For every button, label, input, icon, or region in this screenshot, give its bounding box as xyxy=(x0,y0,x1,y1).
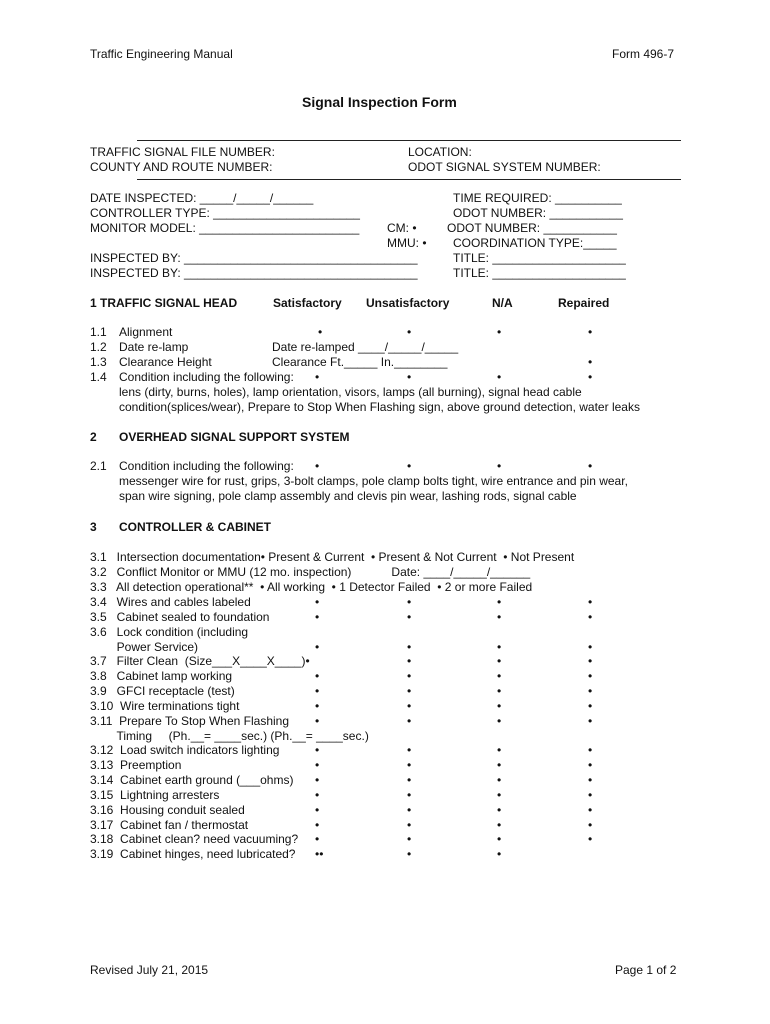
check-na[interactable]: • xyxy=(497,773,502,787)
check-na[interactable]: • xyxy=(497,654,502,668)
check-repaired[interactable]: • xyxy=(588,743,593,757)
row-3-11: 3.11 Prepare To Stop When Flashing xyxy=(90,714,290,728)
clearance-field[interactable]: Clearance Ft._____ In.________ xyxy=(272,355,448,369)
check-satisfactory[interactable]: • xyxy=(318,325,323,339)
check-satisfactory[interactable]: • xyxy=(315,699,320,713)
row-number: 1.3 xyxy=(90,355,107,369)
check-repaired[interactable]: • xyxy=(588,714,593,728)
check-na[interactable]: • xyxy=(497,595,502,609)
col-na: N/A xyxy=(492,296,513,310)
info-rule xyxy=(137,179,681,180)
check-repaired[interactable]: • xyxy=(588,325,593,339)
row-3-18: 3.18 Cabinet clean? need vacuuming? xyxy=(90,832,299,846)
check-repaired[interactable]: • xyxy=(588,818,593,832)
row-detail: condition(splices/wear), Prepare to Stop When Flashing sign, above ground detection, water leaks xyxy=(119,400,640,414)
check-satisfactory[interactable]: • xyxy=(315,684,320,698)
col-repaired: Repaired xyxy=(558,296,610,310)
row-label: Clearance Height xyxy=(119,355,212,369)
check-satisfactory-double[interactable]: •• xyxy=(315,847,324,861)
row-3-12: 3.12 Load switch indicators lighting xyxy=(90,743,280,757)
inspected-by-field-2[interactable]: INSPECTED BY: ___________________________________ xyxy=(90,266,418,280)
row-number: 1.4 xyxy=(90,370,107,384)
check-na[interactable]: • xyxy=(497,818,502,832)
top-rule xyxy=(137,140,681,141)
date-inspected-field[interactable]: DATE INSPECTED: _____/_____/______ xyxy=(90,191,314,205)
check-satisfactory[interactable]: • xyxy=(315,370,320,384)
title-field-1[interactable]: TITLE: ____________________ xyxy=(453,251,626,265)
manual-title: Traffic Engineering Manual xyxy=(90,47,233,61)
row-3-1[interactable]: 3.1 Intersection documentation• Present & Current • Present & Not Current • Not Present xyxy=(90,550,575,564)
check-satisfactory[interactable]: • xyxy=(315,773,320,787)
check-satisfactory[interactable]: • xyxy=(315,610,320,624)
row-3-14[interactable]: 3.14 Cabinet earth ground (___ohms) xyxy=(90,773,294,787)
check-na[interactable]: • xyxy=(497,758,502,772)
row-detail: lens (dirty, burns, holes), lamp orientation, visors, lamps (all burning), signal head cable xyxy=(119,385,582,399)
check-repaired[interactable]: • xyxy=(588,610,593,624)
controller-type-field[interactable]: CONTROLLER TYPE: ______________________ xyxy=(90,206,360,220)
check-repaired[interactable]: • xyxy=(588,788,593,802)
check-satisfactory[interactable]: • xyxy=(315,758,320,772)
row-3-8: 3.8 Cabinet lamp working xyxy=(90,669,233,683)
row-3-13: 3.13 Preemption xyxy=(90,758,182,772)
title-field-2[interactable]: TITLE: ____________________ xyxy=(453,266,626,280)
section-2-number: 2 xyxy=(90,430,97,444)
check-satisfactory[interactable]: • xyxy=(315,595,320,609)
check-unsatisfactory[interactable]: • xyxy=(407,699,412,713)
check-repaired[interactable]: • xyxy=(588,758,593,772)
check-unsatisfactory[interactable]: • xyxy=(407,803,412,817)
section-3-heading: CONTROLLER & CABINET xyxy=(119,520,271,534)
check-satisfactory[interactable]: • xyxy=(315,743,320,757)
row-label: Condition including the following: xyxy=(119,459,294,473)
form-number: Form 496-7 xyxy=(612,47,675,61)
date-relamped-field[interactable]: Date re-lamped ____/_____/_____ xyxy=(272,340,459,354)
check-na[interactable]: • xyxy=(497,640,502,654)
check-repaired[interactable]: • xyxy=(588,654,593,668)
check-unsatisfactory[interactable]: • xyxy=(407,459,412,473)
odot-system-label: ODOT SIGNAL SYSTEM NUMBER: xyxy=(408,160,601,174)
odot-number-field-2[interactable]: ODOT NUMBER: ___________ xyxy=(447,221,617,235)
check-repaired[interactable]: • xyxy=(588,595,593,609)
row-3-10: 3.10 Wire terminations tight xyxy=(90,699,240,713)
check-na[interactable]: • xyxy=(497,788,502,802)
check-unsatisfactory[interactable]: • xyxy=(407,743,412,757)
mmu-option[interactable]: MMU: • xyxy=(387,236,427,250)
county-route-label: COUNTY AND ROUTE NUMBER: xyxy=(90,160,273,174)
page-title: Signal Inspection Form xyxy=(302,94,457,110)
check-na[interactable]: • xyxy=(497,743,502,757)
check-repaired[interactable]: • xyxy=(588,355,593,369)
row-label: Alignment xyxy=(119,325,173,339)
row-label: Condition including the following: xyxy=(119,370,294,384)
check-repaired[interactable]: • xyxy=(588,699,593,713)
row-3-9: 3.9 GFCI receptacle (test) xyxy=(90,684,235,698)
row-detail: messenger wire for rust, grips, 3-bolt clamps, pole clamp bolts tight, wire entrance and pin wear, xyxy=(119,474,628,488)
row-3-5: 3.5 Cabinet sealed to foundation xyxy=(90,610,270,624)
check-na[interactable]: • xyxy=(497,325,502,339)
check-unsatisfactory[interactable]: • xyxy=(407,595,412,609)
row-label: Date re-lamp xyxy=(119,340,189,354)
check-satisfactory[interactable]: • xyxy=(315,714,320,728)
file-number-label: TRAFFIC SIGNAL FILE NUMBER: xyxy=(90,145,275,159)
check-satisfactory[interactable]: • xyxy=(315,803,320,817)
row-number: 2.1 xyxy=(90,459,107,473)
check-unsatisfactory[interactable]: • xyxy=(407,654,412,668)
check-na[interactable]: • xyxy=(497,699,502,713)
monitor-model-field[interactable]: MONITOR MODEL: ________________________ xyxy=(90,221,360,235)
check-na[interactable]: • xyxy=(497,370,502,384)
check-repaired[interactable]: • xyxy=(588,370,593,384)
check-repaired[interactable]: • xyxy=(588,832,593,846)
check-unsatisfactory[interactable]: • xyxy=(407,788,412,802)
check-unsatisfactory[interactable]: • xyxy=(407,325,412,339)
section-3-number: 3 xyxy=(90,520,97,534)
check-unsatisfactory[interactable]: • xyxy=(407,818,412,832)
check-na[interactable]: • xyxy=(497,847,502,861)
check-unsatisfactory[interactable]: • xyxy=(407,640,412,654)
row-3-2[interactable]: 3.2 Conflict Monitor or MMU (12 mo. inspection) Date: ____/_____/______ xyxy=(90,565,531,579)
coordination-type-field[interactable]: COORDINATION TYPE:_____ xyxy=(453,236,617,250)
page-number: Page 1 of 2 xyxy=(615,963,677,977)
check-repaired[interactable]: • xyxy=(588,669,593,683)
check-na[interactable]: • xyxy=(497,803,502,817)
check-repaired[interactable]: • xyxy=(588,803,593,817)
row-3-19: 3.19 Cabinet hinges, need lubricated? xyxy=(90,847,296,861)
check-na[interactable]: • xyxy=(497,669,502,683)
check-satisfactory[interactable]: • xyxy=(315,818,320,832)
check-satisfactory[interactable]: • xyxy=(315,788,320,802)
check-repaired[interactable]: • xyxy=(588,684,593,698)
check-na[interactable]: • xyxy=(497,832,502,846)
row-3-4: 3.4 Wires and cables labeled xyxy=(90,595,251,609)
section-1-heading: 1 TRAFFIC SIGNAL HEAD xyxy=(90,296,238,310)
check-unsatisfactory[interactable]: • xyxy=(407,832,412,846)
check-na[interactable]: • xyxy=(497,714,502,728)
row-3-6: 3.6 Lock condition (including xyxy=(90,625,249,639)
check-unsatisfactory[interactable]: • xyxy=(407,669,412,683)
check-repaired[interactable]: • xyxy=(588,640,593,654)
check-unsatisfactory[interactable]: • xyxy=(407,714,412,728)
check-repaired[interactable]: • xyxy=(588,459,593,473)
inspected-by-field-1[interactable]: INSPECTED BY: ___________________________________ xyxy=(90,251,418,265)
check-unsatisfactory[interactable]: • xyxy=(407,610,412,624)
odot-number-field-1[interactable]: ODOT NUMBER: ___________ xyxy=(453,206,623,220)
cm-option[interactable]: CM: • xyxy=(387,221,417,235)
check-unsatisfactory[interactable]: • xyxy=(407,684,412,698)
check-unsatisfactory[interactable]: • xyxy=(407,773,412,787)
row-3-17: 3.17 Cabinet fan / thermostat xyxy=(90,818,249,832)
row-detail: span wire signing, pole clamp assembly and clevis pin wear, lashing rods, signal cable xyxy=(119,489,577,503)
check-na[interactable]: • xyxy=(497,459,502,473)
check-na[interactable]: • xyxy=(497,610,502,624)
check-satisfactory[interactable]: • xyxy=(315,669,320,683)
section-2-heading: OVERHEAD SIGNAL SUPPORT SYSTEM xyxy=(119,430,350,444)
check-repaired[interactable]: • xyxy=(588,773,593,787)
row-3-7[interactable]: 3.7 Filter Clean (Size___X____X____)• xyxy=(90,654,310,668)
row-3-15: 3.15 Lightning arresters xyxy=(90,788,220,802)
col-unsatisfactory: Unsatisfactory xyxy=(366,296,450,310)
check-na[interactable]: • xyxy=(497,684,502,698)
row-number: 1.2 xyxy=(90,340,107,354)
revised-date: Revised July 21, 2015 xyxy=(90,963,209,977)
row-3-3[interactable]: 3.3 All detection operational** • All working • 1 Detector Failed • 2 or more Failed xyxy=(90,580,533,594)
row-3-11-timing[interactable]: Timing (Ph.__= ____sec.) (Ph.__= ____sec.) xyxy=(90,729,369,743)
check-unsatisfactory[interactable]: • xyxy=(407,370,412,384)
time-required-field[interactable]: TIME REQUIRED: __________ xyxy=(453,191,622,205)
check-unsatisfactory[interactable]: • xyxy=(407,847,412,861)
check-unsatisfactory[interactable]: • xyxy=(407,758,412,772)
check-satisfactory[interactable]: • xyxy=(315,459,320,473)
row-3-6-cont: Power Service) xyxy=(90,640,199,654)
row-number: 1.1 xyxy=(90,325,107,339)
row-3-16: 3.16 Housing conduit sealed xyxy=(90,803,245,817)
col-satisfactory: Satisfactory xyxy=(273,296,342,310)
check-satisfactory[interactable]: • xyxy=(315,640,320,654)
check-satisfactory[interactable]: • xyxy=(315,832,320,846)
location-label: LOCATION: xyxy=(408,145,472,159)
